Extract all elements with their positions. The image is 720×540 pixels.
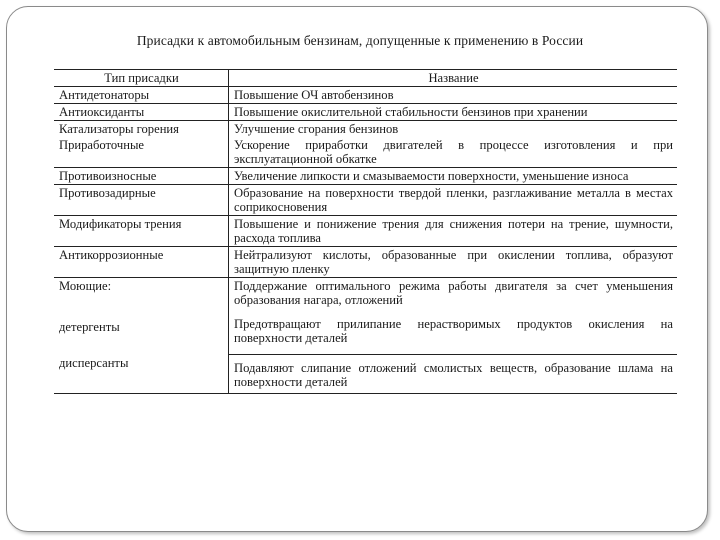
additive-type: Антикоррозионные	[54, 247, 229, 278]
additive-description: Улучшение сгорания бензинов	[234, 122, 399, 136]
header-name: Название	[229, 70, 678, 87]
table-header-row	[54, 70, 677, 87]
additive-type: Антиоксиданты	[54, 104, 229, 121]
table-row	[54, 278, 677, 309]
table-row	[54, 168, 677, 185]
additive-type: Катализаторы горения	[54, 121, 229, 138]
additive-type: Моющие:	[54, 278, 229, 309]
additive-type: Модификаторы трения	[54, 216, 229, 247]
additive-description: Увеличение липкости и смазываемости поверхности, уменьшение износа	[229, 168, 678, 185]
additive-description: Поддержание оптимального режима работы двигателя за счет уменьшения образования нагара, отложений	[234, 279, 673, 307]
additive-description: Нейтрализуют кислоты, образованные при окислении топлива, образуют защитную пленку	[229, 247, 678, 278]
additive-description: Повышение окислительной стабильности бензинов при хранении	[229, 104, 678, 121]
additive-description: Повышение и понижение трения для снижения потери на трение, шумности, расхода топлива	[229, 216, 678, 247]
table-row-spacer	[54, 308, 677, 316]
additive-description: Повышение ОЧ автобензинов	[229, 87, 678, 104]
additive-description: Ускорение приработки двигателей в процессе изготовления и при эксплуатационной обкатке	[229, 137, 678, 168]
table-row-spacer	[54, 346, 677, 355]
table-row	[54, 247, 677, 278]
additive-type: Противоизносные	[54, 168, 229, 185]
additive-type: дисперсанты	[54, 355, 229, 394]
table-row	[54, 316, 677, 346]
additive-description: Образование на поверхности твердой пленки, разглаживание металла в местах соприкосновения	[229, 185, 678, 216]
table-row	[54, 121, 677, 138]
table-row	[54, 137, 677, 168]
additive-type: Антидетонаторы	[54, 87, 229, 104]
additive-description: Предотвращают прилипание нерастворимых продуктов окисления на поверхности деталей	[234, 317, 673, 345]
header-type: Тип присадки	[54, 70, 229, 87]
additive-type: Приработочные	[54, 137, 229, 168]
table-row	[54, 185, 677, 216]
additive-description: Подавляют слипание отложений смолистых веществ, образование шлама на поверхности деталей	[229, 355, 678, 394]
table-row	[54, 104, 677, 121]
additive-type: Противозадирные	[54, 185, 229, 216]
additive-type: детергенты	[54, 316, 229, 346]
table-row	[54, 355, 677, 394]
table-row	[54, 87, 677, 104]
additives-table	[54, 69, 677, 394]
table-row	[54, 216, 677, 247]
document-title: Присадки к автомобильным бензинам, допущенные к применению в России	[136, 33, 584, 48]
